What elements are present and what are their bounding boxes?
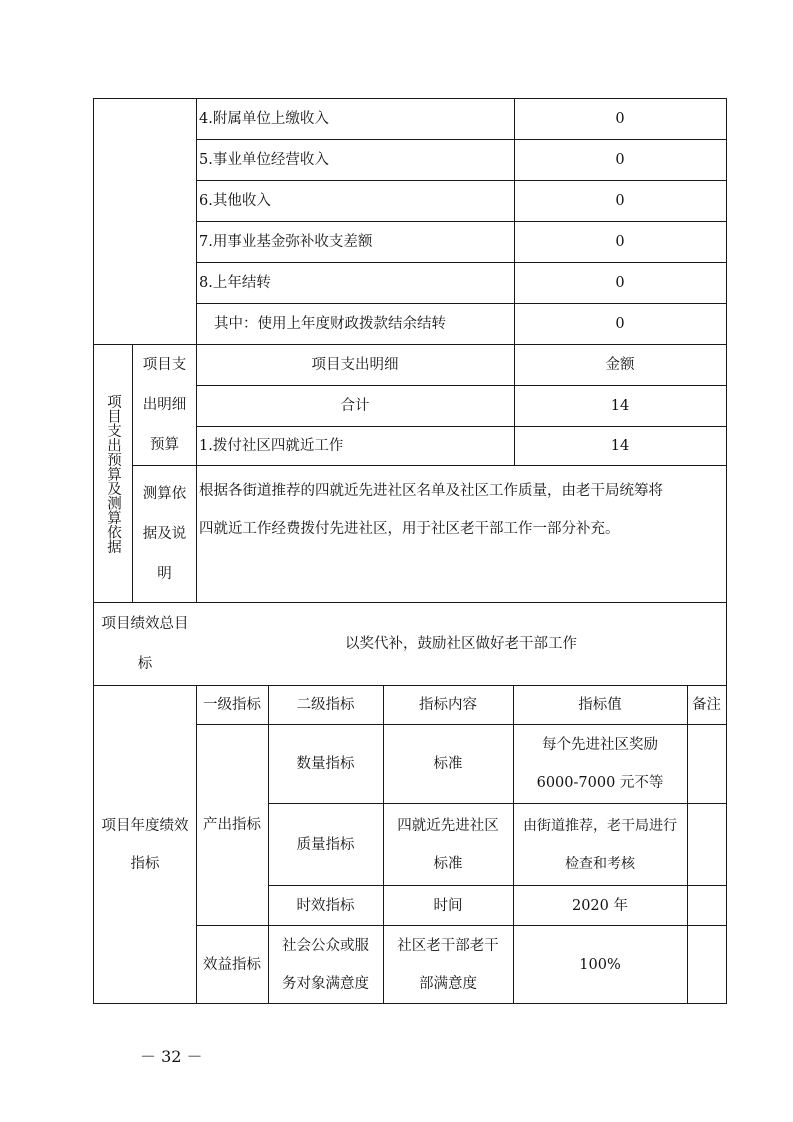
basis-label-line: 明 [157, 566, 172, 582]
goal-text: 以奖代补，鼓励社区做好老干部工作 [345, 636, 577, 652]
level2-cell [268, 926, 383, 1003]
indicator-side-label-cell [94, 686, 196, 1003]
header-remark: 备注 [692, 697, 721, 713]
row-line [132, 465, 727, 466]
table-right-border [726, 98, 727, 1004]
content-cell: 标准 [433, 756, 463, 772]
value-line: 由街道推荐，老干局进行 [523, 817, 677, 834]
level2-line: 社会公众或服 [282, 937, 369, 954]
basis-text-line: 四就近工作经费拨付先进社区，用于社区老干部工作一部分补充。 [199, 521, 620, 537]
output-label: 产出指标 [203, 817, 261, 833]
col-line [687, 685, 688, 1004]
header-content: 指标内容 [419, 697, 477, 713]
budget-side-label-cell [94, 345, 132, 602]
table-bottom-border [93, 1003, 727, 1004]
content-line: 社区老干部老干 [397, 937, 499, 954]
total-value: 14 [610, 398, 630, 414]
header-amount: 金额 [605, 357, 635, 373]
basis-label-line: 测算依 [142, 486, 187, 502]
goal-label-line: 标 [137, 656, 153, 672]
value-line: 6000-7000 元不等 [536, 775, 664, 791]
income-value: 0 [615, 316, 625, 332]
income-label: 8.上年结转 [199, 275, 271, 291]
budget-side-label: 项目支出预算及测算依据 [105, 393, 121, 554]
header-level1: 一级指标 [203, 697, 261, 713]
content-line: 部满意度 [419, 975, 477, 992]
basis-text [199, 472, 725, 548]
income-value: 0 [615, 152, 625, 168]
income-label: 5.事业单位经营收入 [199, 152, 329, 168]
goal-label-line: 项目绩效总目 [101, 616, 189, 632]
income-label: 其中：使用上年度财政拨款结余结转 [214, 316, 446, 332]
goal-label-cell [94, 603, 196, 685]
total-label: 合计 [340, 398, 370, 414]
content-cell: 时间 [433, 897, 463, 914]
detail-label-line: 预算 [150, 437, 179, 453]
income-value: 0 [615, 193, 625, 209]
value-cell [513, 725, 687, 803]
benefit-label: 效益指标 [203, 956, 261, 973]
value-cell [513, 804, 687, 885]
header-item: 项目支出明细 [311, 357, 399, 373]
content-line: 四就近先进社区 [397, 817, 499, 834]
income-value: 0 [615, 234, 625, 250]
income-label: 7.用事业基金弥补收支差额 [199, 234, 373, 250]
value-cell: 2020 年 [571, 897, 628, 914]
basis-label-cell [133, 466, 196, 602]
income-value: 0 [615, 111, 625, 127]
indicator-side-label-line: 项目年度绩效 [101, 817, 189, 834]
header-value: 指标值 [578, 697, 622, 713]
level2-cell: 时效指标 [296, 897, 355, 914]
value-line: 检查和考核 [565, 855, 635, 872]
detail-label-cell [133, 345, 196, 465]
basis-label-line: 据及说 [142, 526, 187, 542]
value-cell: 100% [579, 956, 621, 973]
value-line: 每个先进社区奖励 [542, 737, 658, 753]
detail-label-line: 出明细 [142, 397, 187, 413]
level2-cell: 数量指标 [296, 756, 355, 772]
content-cell [383, 926, 513, 1003]
income-value: 0 [615, 275, 625, 291]
indicator-side-label-line: 指标 [130, 855, 160, 872]
level2-line: 务对象满意度 [282, 975, 369, 992]
content-line: 标准 [433, 855, 463, 872]
item-value: 14 [610, 438, 630, 454]
page-number: － 32 － [140, 1047, 203, 1066]
item-label: 1.拨付社区四就近工作 [199, 438, 344, 454]
detail-label-line: 项目支 [142, 357, 187, 373]
income-label: 4.附属单位上缴收入 [199, 111, 329, 127]
header-level2: 二级指标 [296, 697, 355, 713]
basis-text-line: 根据各街道推荐的四就近先进社区名单及社区工作质量，由老干局统筹将 [199, 483, 663, 499]
level2-cell: 质量指标 [296, 836, 355, 853]
income-label: 6.其他收入 [199, 193, 271, 209]
content-cell [383, 804, 513, 885]
